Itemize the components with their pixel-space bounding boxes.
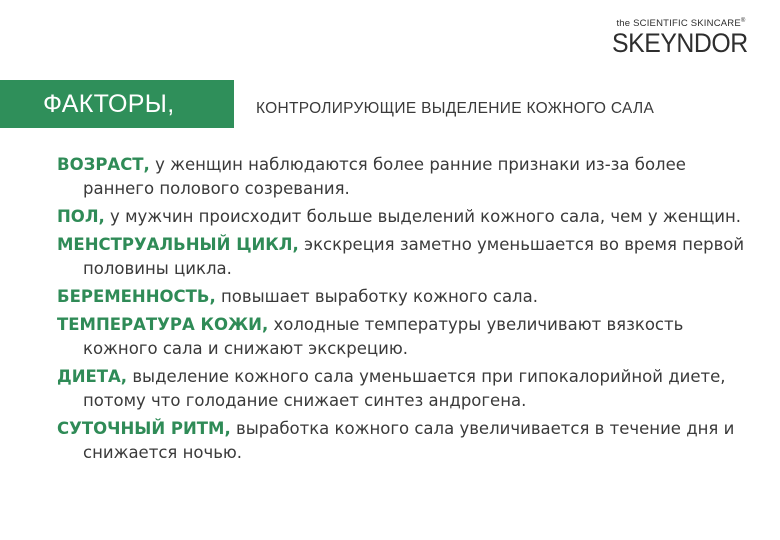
factor-name: СУТОЧНЫЙ РИТМ, [57, 419, 231, 438]
factor-skin-temperature [57, 313, 757, 361]
factor-text: выделение кожного сала уменьшается при гипокалорийной диете, потому что голодание снижает синтез андрогена. [83, 367, 726, 410]
factor-name: ДИЕТА, [57, 367, 128, 386]
factor-text: экскреция заметно уменьшается во время первой половины цикла. [83, 235, 745, 278]
factor-menstrual-cycle [57, 233, 757, 281]
factor-text: холодные температуры увеличивают вязкость кожного сала и снижают экскрецию. [83, 315, 684, 358]
factor-diet [57, 365, 757, 413]
page-subtitle: КОНТРОЛИРУЮЩИЕ ВЫДЕЛЕНИЕ КОЖНОГО САЛА [256, 100, 655, 117]
factor-text: выработка кожного сала увеличивается в течение дня и снижается ночью. [83, 419, 735, 462]
factor-text: у женщин наблюдаются более ранние признаки из-за более раннего полового созревания. [83, 155, 686, 198]
factor-sex [57, 205, 757, 229]
factor-name: ТЕМПЕРАТУРА КОЖИ, [57, 315, 269, 334]
factor-text: повышает выработку кожного сала. [215, 287, 538, 306]
factors-list [57, 153, 757, 469]
logo-brand: SKEYNDOR [612, 28, 749, 59]
factor-age [57, 153, 757, 201]
skeyndor-logo [612, 18, 760, 59]
title-bar [0, 80, 234, 128]
factor-text: у мужчин происходит больше выделений кожного сала, чем у женщин. [104, 207, 742, 226]
factor-name: МЕНСТРУАЛЬНЫЙ ЦИКЛ, [57, 235, 299, 254]
factor-name: БЕРЕМЕННОСТЬ, [57, 287, 216, 306]
page-title: ФАКТОРЫ, [43, 89, 175, 118]
factor-circadian-rhythm [57, 417, 757, 465]
factor-name: ПОЛ, [57, 207, 105, 226]
factor-name: ВОЗРАСТ, [57, 155, 150, 174]
factor-pregnancy [57, 285, 757, 309]
registered-mark: ® [740, 18, 746, 24]
logo-tagline: the SCIENTIFIC SKINCARE® [616, 18, 746, 30]
